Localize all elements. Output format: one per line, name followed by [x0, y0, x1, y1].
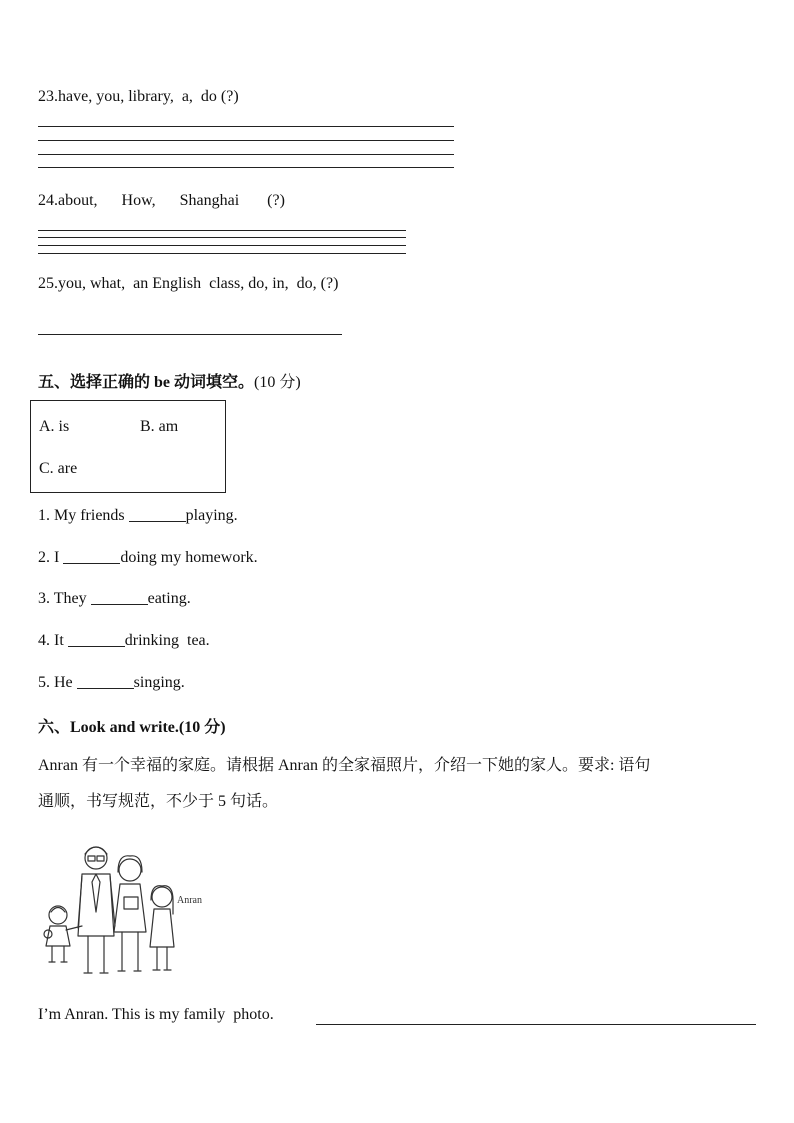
father-figure-icon — [78, 847, 115, 973]
answer-line[interactable] — [38, 334, 342, 335]
options-box — [30, 400, 226, 493]
question-words: you, what, an English class, do, in, do, (?) — [58, 275, 339, 292]
fill-blank[interactable] — [68, 632, 125, 647]
answer-line[interactable] — [38, 167, 454, 168]
fill-blank[interactable] — [77, 674, 134, 689]
fill-item-3: 3. They eating. — [38, 590, 191, 607]
question-number: 23. — [38, 88, 58, 105]
answer-line[interactable] — [38, 230, 406, 231]
fill-blank[interactable] — [63, 549, 120, 564]
question-25 — [38, 275, 338, 293]
mother-figure-icon — [114, 856, 146, 971]
question-number: 24. — [38, 192, 58, 209]
fill-blank[interactable] — [129, 507, 186, 522]
anran-label: Anran — [177, 895, 202, 906]
answer-line[interactable] — [38, 253, 406, 254]
question-number: 25. — [38, 275, 58, 292]
fill-blank[interactable] — [91, 590, 148, 605]
section-score: (10 分) — [254, 374, 301, 391]
anran-figure-icon — [150, 886, 174, 970]
fill-item-5: 5. He singing. — [38, 674, 185, 691]
question-words: about, How, Shanghai (?) — [58, 192, 285, 209]
fill-item-4: 4. It drinking tea. — [38, 632, 210, 649]
option-b: B. am — [140, 418, 179, 435]
answer-line[interactable] — [38, 237, 406, 238]
answer-start-text: I’m Anran. This is my family photo. — [38, 1006, 274, 1023]
family-drawing-icon — [38, 842, 218, 980]
answer-line[interactable] — [38, 154, 454, 155]
section-5-heading: 五、选择正确的 be 动词填空。(10 分) — [38, 374, 301, 391]
answer-line[interactable] — [38, 140, 454, 141]
child-figure-icon — [44, 906, 82, 962]
question-24 — [38, 192, 285, 210]
section-6-heading: 六、Look and write.(10 分) — [38, 719, 226, 736]
answer-line[interactable] — [316, 1024, 756, 1025]
fill-item-2: 2. I doing my homework. — [38, 549, 258, 566]
answer-line[interactable] — [38, 126, 454, 127]
question-23 — [38, 88, 239, 106]
fill-item-1: 1. My friends playing. — [38, 507, 238, 524]
question-words: have, you, library, a, do (?) — [58, 88, 239, 105]
option-c: C. are — [39, 460, 78, 477]
option-a: A. is — [39, 418, 70, 435]
instruction-text: Anran 有一个幸福的家庭。请根据 Anran 的全家福照片，介绍一下她的家人。要求: 语句 通顺，书写规范，不少于 5 句话。 — [38, 757, 651, 810]
answer-line[interactable] — [38, 245, 406, 246]
section-score: (10 分) — [178, 719, 226, 736]
family-photo-illustration — [38, 842, 218, 980]
